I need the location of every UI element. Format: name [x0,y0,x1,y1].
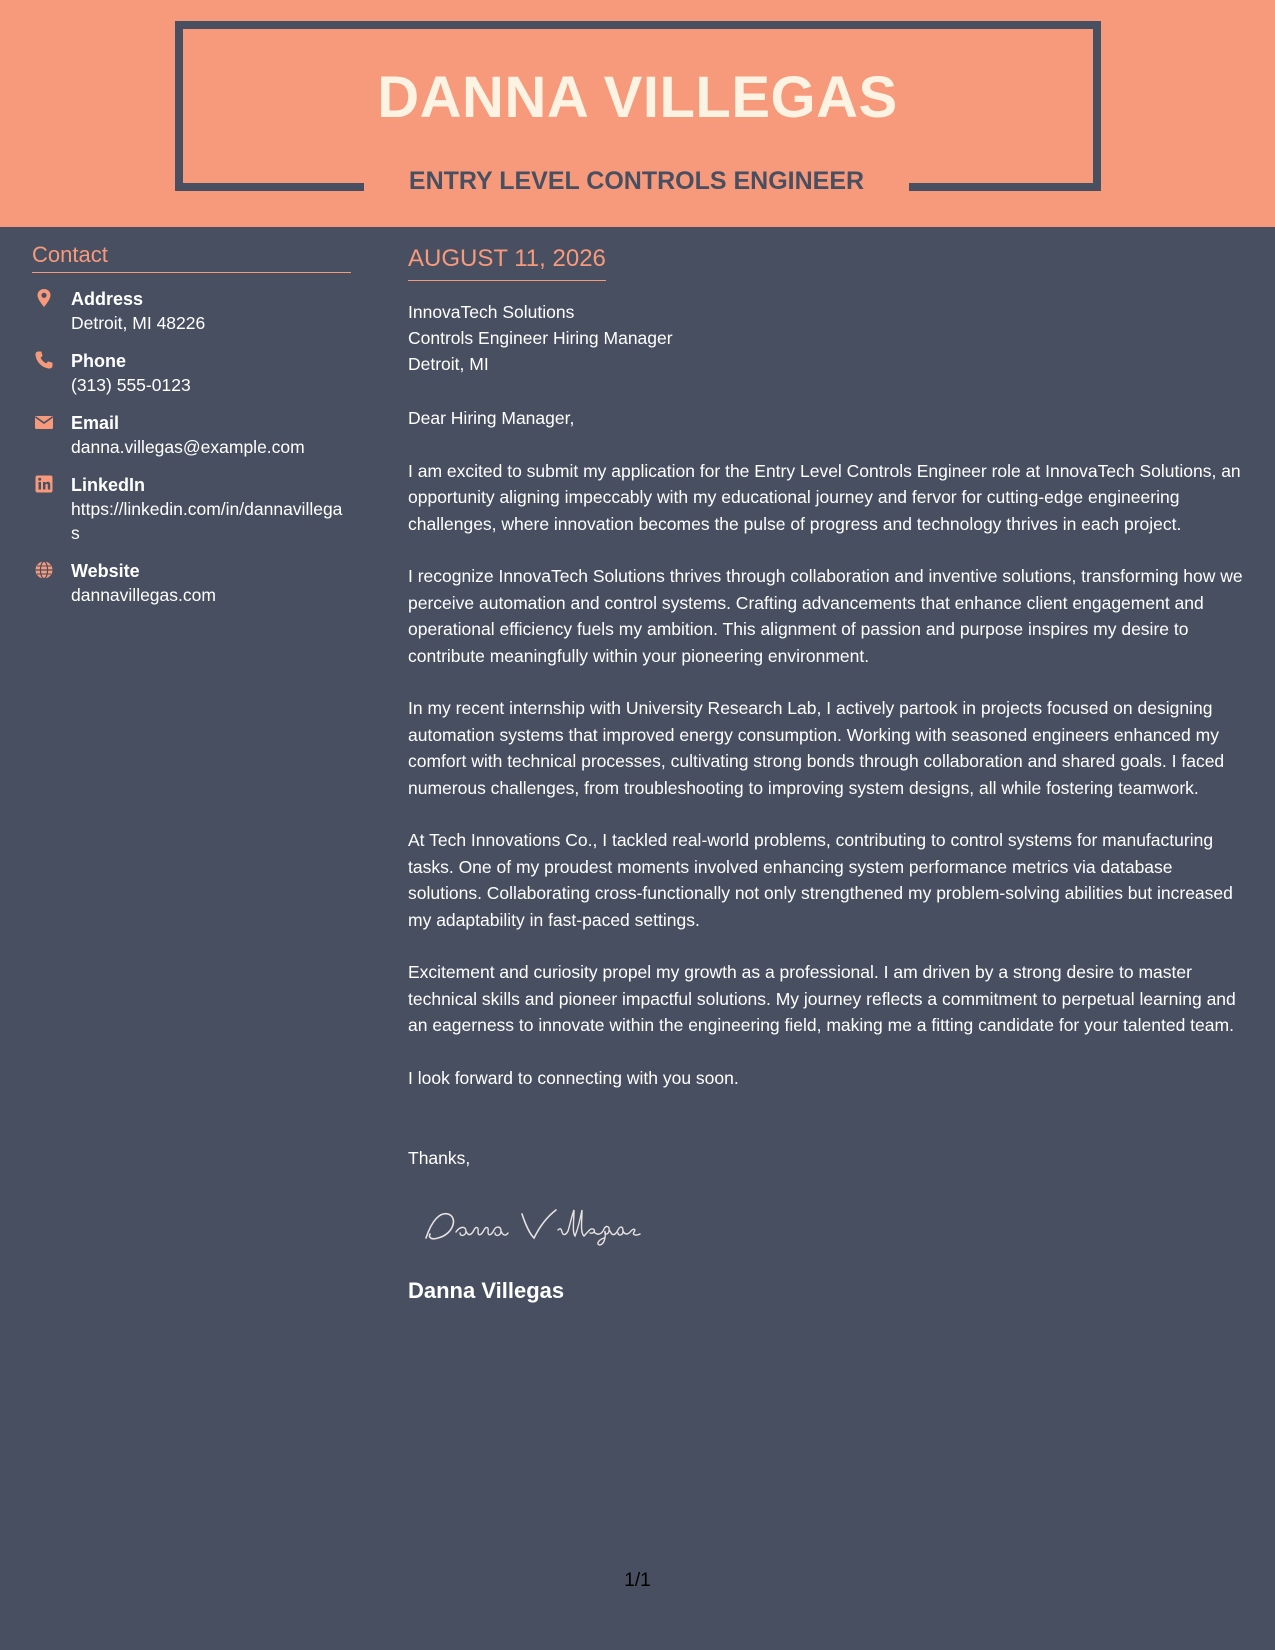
globe-icon [34,560,54,580]
contact-sidebar [32,242,351,621]
linkedin-value[interactable]: https://linkedin.com/in/dannavillegas [71,499,343,543]
letter-date: AUGUST 11, 2026 [408,244,606,281]
letter-body [408,244,1248,1304]
recipient-block [408,299,1248,377]
recipient-company: InnovaTech Solutions [408,302,575,322]
address-value: Detroit, MI 48226 [71,313,206,333]
contact-email [32,411,351,459]
paragraph-experience: At Tech Innovations Co., I tackled real-world problems, contributing to control systems for manufacturing tasks. One of my proudest moments involved enhancing system performance metrics via database solutions. Collaborating cross-functionally not only strengthened my problem-solving abilities but increased my adaptability in fast-paced settings. [408,830,1233,930]
applicant-name: DANNA VILLEGAS [377,65,898,130]
linkedin-label: LinkedIn [71,475,146,495]
signer-name: Danna Villegas [408,1277,565,1303]
paragraph-internship: In my recent internship with University Research Lab, I actively partook in projects focused on designing automation systems that improved energy consumption. Working with seasoned engineers enhanced my comfort with technical processes, cultivating strong bonds through collaboration and shared goals. I faced numerous challenges, from troubleshooting to improving system designs, all while fostering teamwork. [408,698,1225,798]
recipient-role: Controls Engineer Hiring Manager [408,328,673,348]
job-title: ENTRY LEVEL CONTROLS ENGINEER [408,167,865,195]
email-label: Email [71,413,120,433]
signature-image [418,1198,1248,1250]
contact-website [32,559,351,607]
handwritten-signature [418,1198,658,1250]
email-value: danna.villegas@example.com [71,437,305,457]
phone-value: (313) 555-0123 [71,375,191,395]
address-label: Address [71,289,144,309]
header-banner [0,0,1275,227]
closing: Thanks, [408,1148,471,1168]
phone-label: Phone [71,351,127,371]
contact-phone [32,349,351,397]
salutation: Dear Hiring Manager, [408,408,575,428]
contact-heading: Contact [32,242,351,273]
paragraph-company: I recognize InnovaTech Solutions thrives through collaboration and inventive solutions, transforming how we perceive automation and control systems. Crafting advancements that enhance client engagement and operational efficiency fuels my ambition. This alignment of passion and purpose inspires my desire to contribute meaningfully within your pioneering environment. [408,566,1243,666]
contact-linkedin [32,473,351,545]
location-pin-icon [34,288,54,308]
paragraph-motivation: Excitement and curiosity propel my growth as a professional. I am driven by a strong desire to master technical skills and pioneer impactful solutions. My journey reflects a commitment to perpetual learning and an eagerness to innovate within the engineering field, making me a fitting candidate for your talented team. [408,962,1236,1035]
website-label: Website [71,561,140,581]
paragraph-closing-line: I look forward to connecting with you soon. [408,1067,739,1088]
contact-address [32,287,351,335]
envelope-icon [34,412,54,432]
recipient-location: Detroit, MI [408,354,489,374]
website-value[interactable]: dannavillegas.com [71,585,216,605]
linkedin-icon [34,474,54,494]
paragraph-intro: I am excited to submit my application for the Entry Level Controls Engineer role at InnovaTech Solutions, an opportunity aligning impeccably with my educational journey and fervor for cutting-edge engineering challenges, where innovation becomes the pulse of progress and technology thrives in each project. [408,460,1241,534]
phone-icon [34,350,54,370]
page-number: 1/1 [624,1570,651,1591]
